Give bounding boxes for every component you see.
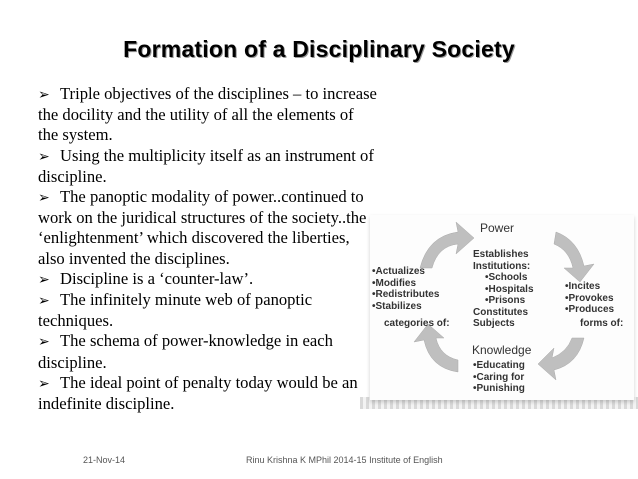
arrow-bullet-icon: ➢: [38, 334, 50, 351]
arrow-bullet-icon: ➢: [38, 148, 50, 165]
arrow-bullet-icon: ➢: [38, 293, 50, 310]
bullet-item: ➢ Discipline is a ‘counter-law’.: [38, 269, 433, 290]
diagram-bottom-text: •Educating •Caring for •Punishing: [473, 360, 525, 394]
diagram-left-footer: categories of:: [384, 318, 450, 329]
diagram-left-text: •Actualizes •Modifies •Redistributes •Stabilizes: [372, 266, 440, 312]
arrow-bullet-icon: ➢: [38, 271, 50, 288]
diagram-center-text: Establishes Institutions: •Schools •Hospitals •Prisons Constitutes Subjects: [473, 249, 534, 329]
arrow-bullet-icon: ➢: [38, 190, 50, 207]
curved-arrow-top-right-icon: [554, 232, 594, 282]
bullet-item: ➢ Triple objectives of the disciplines – to increase the docility and the utility of all the elements of the system.: [38, 84, 377, 145]
bullet-item: ➢ The panoptic modality of power..continued to work on the juridical structures of the society..the ‘enlightenment’ which discovered the liberties, also invented the disciplines.: [38, 187, 367, 268]
bullet-item: ➢ The ideal point of penalty today would be an indefinite discipline.: [38, 372, 358, 414]
arrow-bullet-icon: ➢: [38, 87, 50, 103]
arrow-bullet-icon: ➢: [38, 375, 50, 392]
curved-arrow-bottom-right-icon: [538, 338, 584, 380]
diagram-knowledge-label: Knowledge: [472, 343, 532, 357]
bullet-item: ➢ The schema of power-knowledge in each discipline.: [38, 331, 333, 372]
curved-arrow-top-left-icon: [420, 222, 474, 268]
curved-arrow-bottom-left-icon: [414, 324, 458, 372]
slide-title: Formation of a Disciplinary Society: [123, 36, 515, 62]
footer-date: 21-Nov-14: [83, 455, 126, 465]
bullet-item: ➢ The infinitely minute web of panoptic techniques.: [38, 290, 313, 331]
footer-text: Rinu Krishna K MPhil 2014-15 Institute of English: [246, 455, 443, 465]
diagram-right-text: •Incites •Provokes •Produces: [565, 281, 615, 315]
diagram-power-label: Power: [480, 221, 515, 235]
bullet-item: ➢ Using the multiplicity itself as an instrument of discipline.: [38, 145, 374, 186]
diagram-right-footer: forms of:: [580, 318, 624, 329]
